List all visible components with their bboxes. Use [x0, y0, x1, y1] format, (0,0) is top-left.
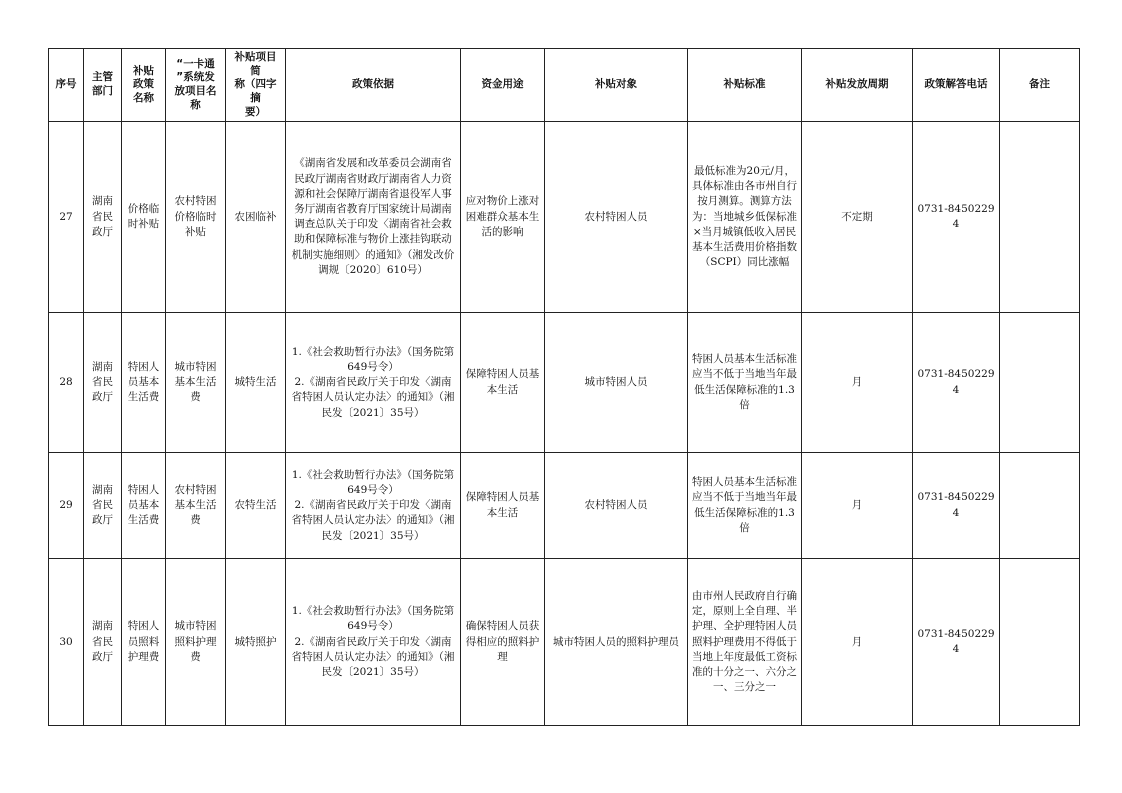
header-cycle: 补贴发放周期 — [802, 49, 913, 122]
cell-item-brief: 农特生活 — [226, 453, 286, 559]
cell-card-item: 农村特困 基本生活 费 — [166, 453, 226, 559]
cell-phone: 0731-84502294 — [913, 122, 1000, 313]
table-row — [49, 313, 1080, 453]
table-row — [49, 559, 1080, 726]
cell-fund-use: 确保特困人员获得相应的照料护理 — [461, 559, 545, 726]
cell-standard: 最低标准为20元/月，具体标准由各市州自行按月测算。测算方法为：当地城乡低保标准×当月城镇低收入居民基本生活费用价格指数（SCPI）同比涨幅 — [688, 122, 802, 313]
cell-card-item: 城市特困 基本生活 费 — [166, 313, 226, 453]
cell-basis: 1.《社会救助暂行办法》（国务院第649号令） 2.《湖南省民政厅关于印发〈湖南省特困人员认定办法〉的通知》（湘民发〔2021〕35号） — [286, 559, 461, 726]
cell-item-brief: 城特生活 — [226, 313, 286, 453]
header-fund-use: 资金用途 — [461, 49, 545, 122]
header-row — [49, 49, 1080, 122]
cell-target: 农村特困人员 — [545, 453, 688, 559]
cell-policy-name: 特困人 员基本 生活费 — [122, 313, 166, 453]
header-phone: 政策解答电话 — [913, 49, 1000, 122]
cell-cycle: 月 — [802, 313, 913, 453]
cell-remark — [1000, 453, 1080, 559]
cell-seq: 27 — [49, 122, 84, 313]
header-remark: 备注 — [1000, 49, 1080, 122]
cell-standard: 特困人员基本生活标准应当不低于当地当年最低生活保障标准的1.3倍 — [688, 453, 802, 559]
cell-standard: 由市州人民政府自行确定，原则上全自理、半护理、全护理特困人员照料护理费用不得低于当地上年度最低工资标准的十分之一、六分之一、三分之一 — [688, 559, 802, 726]
table-row — [49, 453, 1080, 559]
cell-phone: 0731-84502294 — [913, 559, 1000, 726]
cell-fund-use: 应对物价上涨对困难群众基本生活的影响 — [461, 122, 545, 313]
cell-fund-use: 保障特困人员基本生活 — [461, 453, 545, 559]
header-basis: 政策依据 — [286, 49, 461, 122]
header-seq: 序号 — [49, 49, 84, 122]
header-dept: 主管 部门 — [84, 49, 122, 122]
header-item-brief: 补贴项目简 称（四字摘 要） — [226, 49, 286, 122]
cell-cycle: 月 — [802, 453, 913, 559]
cell-remark — [1000, 559, 1080, 726]
cell-item-brief: 农困临补 — [226, 122, 286, 313]
cell-cycle: 不定期 — [802, 122, 913, 313]
cell-seq: 29 — [49, 453, 84, 559]
header-standard: 补贴标准 — [688, 49, 802, 122]
cell-dept: 湖南 省民 政厅 — [84, 453, 122, 559]
cell-item-brief: 城特照护 — [226, 559, 286, 726]
cell-target: 农村特困人员 — [545, 122, 688, 313]
cell-seq: 28 — [49, 313, 84, 453]
cell-card-item: 城市特困 照料护理 费 — [166, 559, 226, 726]
cell-target: 城市特困人员的照料护理员 — [545, 559, 688, 726]
cell-fund-use: 保障特困人员基本生活 — [461, 313, 545, 453]
cell-policy-name: 价格临 时补贴 — [122, 122, 166, 313]
cell-dept: 湖南 省民 政厅 — [84, 313, 122, 453]
cell-dept: 湖南 省民 政厅 — [84, 122, 122, 313]
cell-card-item: 农村特困 价格临时 补贴 — [166, 122, 226, 313]
policy-table — [48, 48, 1080, 726]
header-card-item: “一卡通 ”系统发 放项目名称 — [166, 49, 226, 122]
cell-seq: 30 — [49, 559, 84, 726]
cell-cycle: 月 — [802, 559, 913, 726]
header-policy-name: 补贴 政策 名称 — [122, 49, 166, 122]
header-target: 补贴对象 — [545, 49, 688, 122]
cell-policy-name: 特困人 员照料 护理费 — [122, 559, 166, 726]
cell-policy-name: 特困人 员基本 生活费 — [122, 453, 166, 559]
cell-remark — [1000, 122, 1080, 313]
cell-basis: 《湖南省发展和改革委员会湖南省民政厅湖南省财政厅湖南省人力资源和社会保障厅湖南省退役军人事务厅湖南省教育厅国家统计局湖南调查总队关于印发〈湖南省社会救助和保障标准与物价上涨挂钩联动机制实施细则〉的通知》（湘发改价调规〔2020〕610号） — [286, 122, 461, 313]
table-row — [49, 122, 1080, 313]
cell-basis: 1.《社会救助暂行办法》（国务院第649号令） 2.《湖南省民政厅关于印发〈湖南省特困人员认定办法〉的通知》（湘民发〔2021〕35号） — [286, 313, 461, 453]
cell-dept: 湖南 省民 政厅 — [84, 559, 122, 726]
cell-phone: 0731-84502294 — [913, 453, 1000, 559]
cell-phone: 0731-84502294 — [913, 313, 1000, 453]
cell-basis: 1.《社会救助暂行办法》（国务院第649号令） 2.《湖南省民政厅关于印发〈湖南省特困人员认定办法〉的通知》（湘民发〔2021〕35号） — [286, 453, 461, 559]
cell-standard: 特困人员基本生活标准应当不低于当地当年最低生活保障标准的1.3倍 — [688, 313, 802, 453]
cell-remark — [1000, 313, 1080, 453]
cell-target: 城市特困人员 — [545, 313, 688, 453]
